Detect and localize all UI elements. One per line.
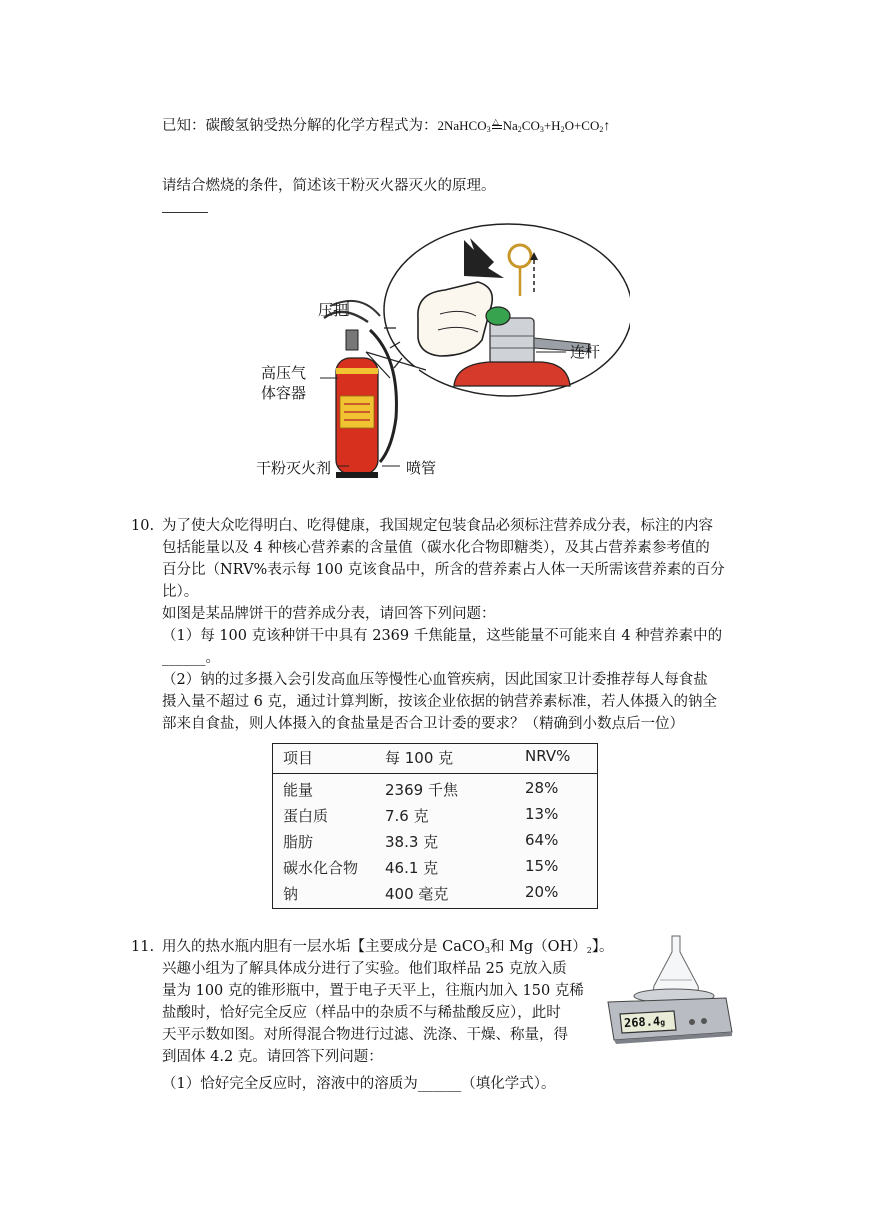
- table-cell: 钠: [283, 885, 299, 903]
- known-equation-line: 已知：碳酸氢钠受热分解的化学方程式为：2NaHCO$_3$ △ $Na_2CO_3+H_2O+CO_2↑$: [162, 117, 611, 134]
- question-number-10: 10.: [131, 518, 155, 534]
- q9-question: 请结合燃烧的条件，简述该干粉灭火器灭火的原理。: [162, 178, 496, 194]
- table-cell: 13%: [525, 805, 559, 823]
- q11-line: 用久的热水瓶内胆有一层水垢【主要成分是 CaCO$_3$和 $Mg(OH)_2$】。: [162, 939, 614, 955]
- q10-line: 包括能量以及 4 种核心营养素的含量值（碳水化合物即糖类），及其占营养素参考值的: [162, 540, 710, 556]
- table-cell: 能量: [283, 781, 314, 799]
- table-row: [273, 828, 597, 853]
- q11-line: 量为 100 克的锥形瓶中，置于电子天平上，往瓶内加入 150 克稀: [162, 983, 584, 999]
- cylinder-top: [454, 362, 570, 386]
- table-row: [273, 776, 597, 801]
- q10-answer-blank-line[interactable]: ______。: [162, 650, 220, 666]
- q10-line: 摄入量不超过 6 克，通过计算判断，按该企业依据的钠营养素标准，若人体摄入的钠全: [162, 694, 717, 710]
- label-handle: 压把: [318, 301, 349, 319]
- q10-line: 为了使大众吃得明白、吃得健康，我国规定包装食品必须标注营养成分表，标注的内容: [162, 518, 713, 534]
- q10-subquestion-2: （2）钠的过多摄入会引发高血压等慢性心血管疾病，因此国家卫计委推荐每人每食盐: [162, 672, 708, 688]
- table-cell: 28%: [525, 779, 559, 797]
- table-cell: 碳水化合物: [283, 859, 359, 877]
- nutrition-table: [272, 743, 598, 909]
- label-powder: 干粉灭火剂: [256, 459, 332, 477]
- q11-line: 天平示数如图。对所得混合物进行过滤、洗涤、干燥、称量，得: [162, 1027, 568, 1043]
- q10-line: 比）。: [162, 584, 199, 600]
- table-row: [273, 802, 597, 827]
- table-header: 项目: [283, 749, 314, 767]
- q10-line: 部来自食盐，则人体摄入的食盐量是否合卫计委的要求？（精确到小数点后一位）: [162, 716, 684, 732]
- table-row: [273, 880, 597, 905]
- green-grip: [486, 307, 510, 325]
- label-rod: 连杆: [570, 343, 601, 361]
- table-cell: 46.1 克: [385, 859, 439, 877]
- q10-line: 如图是某品牌饼干的营养成分表，请回答下列问题：: [162, 606, 496, 622]
- label-gas-container-2: 体容器: [261, 384, 307, 402]
- table-cell: 7.6 克: [385, 807, 429, 825]
- q11-line: 兴趣小组为了解具体成分进行了实验。他们取样品 25 克放入质: [162, 961, 567, 977]
- table-cell: 脂肪: [283, 833, 314, 851]
- heat-condition: △: [491, 116, 503, 136]
- table-cell: 400 毫克: [385, 885, 449, 903]
- table-header: NRV%: [525, 747, 571, 765]
- q11-line: 到固体 4.2 克。请回答下列问题：: [162, 1049, 383, 1065]
- decomposition-equation: 2NaHCO$_3$ △ $Na_2CO_3+H_2O+CO_2↑$: [437, 117, 611, 134]
- label-gas-container-1: 高压气: [261, 364, 307, 382]
- table-divider: [273, 773, 597, 774]
- table-cell: 2369 千焦: [385, 781, 458, 799]
- safety-pin-ring: [509, 245, 531, 267]
- q11-line: 盐酸时，恰好完全反应（样品中的杂质不与稀盐酸反应），此时: [162, 1005, 561, 1021]
- table-cell: 15%: [525, 857, 559, 875]
- scale-reading: 268.4g: [623, 1014, 666, 1031]
- answer-blank[interactable]: [162, 212, 208, 213]
- electronic-balance-figure: [600, 932, 736, 1044]
- q10-subquestion-1: （1）每 100 克该种饼干中具有 2369 千焦能量，这些能量不可能来自 4 种营养素中的: [162, 628, 723, 644]
- table-row: [273, 854, 597, 879]
- conical-flask: [654, 936, 699, 992]
- table-cell: 蛋白质: [283, 807, 329, 825]
- table-header: 每 100 克: [385, 749, 454, 767]
- table-header-row: [273, 744, 597, 769]
- q11-subquestion-1: （1）恰好完全反应时，溶液中的溶质为______（填化学式）。: [162, 1076, 556, 1092]
- question-number-11: 11.: [131, 939, 155, 955]
- label-nozzle: 喷管: [406, 459, 437, 477]
- q10-line: 百分比（NRV%表示每 100 克该食品中，所含的营养素占人体一天所需该营养素的百分: [162, 562, 725, 578]
- table-cell: 38.3 克: [385, 833, 439, 851]
- table-cell: 64%: [525, 831, 559, 849]
- table-cell: 20%: [525, 883, 559, 901]
